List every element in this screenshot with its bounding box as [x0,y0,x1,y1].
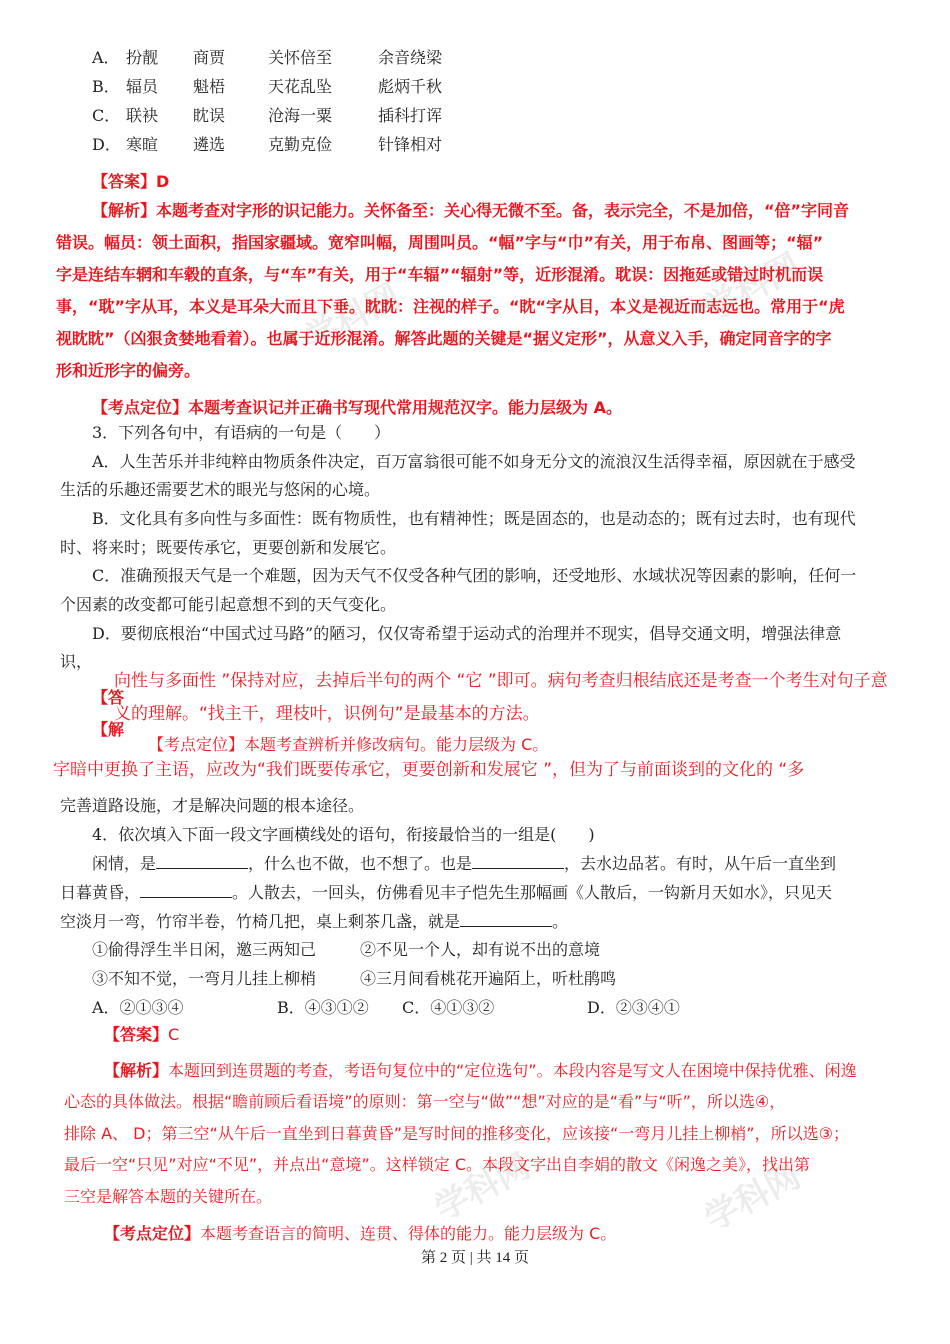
q4-option: C．④①③② [402,998,495,1017]
q3-option-d-end: 完善道路设施，才是解决问题的根本途径。 [60,796,365,815]
q3-stem: 3．下列各句中，有语病的一句是（ ） [92,423,391,442]
q3-answer-stub: 【答 [92,688,125,707]
q2-answer [92,172,169,192]
q3-option-b-cont: 时、将来时；既要传承它，更要创新和发展它。 [60,538,397,557]
option-label: C． [92,106,121,125]
answer-value: C [168,1025,180,1044]
option-item: 插科打诨 [378,106,443,125]
q4-option: A．②①③④ [92,998,184,1017]
q4-option: D．②③④① [587,998,680,1017]
watermark: 学科网 [698,245,808,330]
analysis-line: 形和近形字的偏旁。 [56,361,201,380]
q3-option-d-cont: 识， [60,652,93,671]
q3-analysis-overlap-line: 向性与多面性 ”保持对应，去掉后半句的两个 “它 ”即可。病句考查归根结底还是考查一个考生对句子意 [114,671,888,691]
option-item: 扮靓 [126,48,159,67]
page-footer: 第 2 页 | 共 14 页 [420,1250,529,1266]
passage-text: 空淡月一弯，竹帘半卷，竹椅几把，桌上剩茶几盏，就是 [60,912,461,931]
choice-item: ①偷得浮生半日闲，邀三两知己 [92,940,317,959]
q4-stem: 4．依次填入下面一段文字画横线处的语句，衔接最恰当的一组是( ) [92,825,595,844]
q3-option-b: B．文化具有多向性与多面性：既有物质性，也有精神性；既是固态的，也是动态的；既有过去时，也有现代 [92,509,856,528]
option-item: 天花乱坠 [268,77,333,96]
option-label: A． [92,48,120,67]
kaodian-tag: 【考点定位】 [92,398,189,417]
fill-blank[interactable] [156,854,248,869]
analysis-text: 本题回到连贯题的考查，考语句复位中的“定位选句”。本段内容是写文人在困境中保持优雅、闲逸 [168,1061,857,1080]
q3-kaodian: 【考点定位】本题考查辨析并修改病句。能力层级为 C。 [148,735,549,754]
option-item: 辐员 [126,77,159,96]
analysis-tag: 【解析】 [92,201,157,220]
analysis-line: 最后一空“只见”对应“不见”，并点出“意境”。这样锁定 C。本段文字出自李娟的散文《闲逸之美》，找出第 [64,1155,810,1174]
kaodian-tag: 【考点定位】 [104,1224,201,1243]
option-item: 联袂 [126,106,159,125]
q4-passage-line [60,883,832,903]
analysis-tag: 【解析】 [104,1061,169,1080]
q3-option-c-cont: 个因素的改变都可能引起意想不到的天气变化。 [60,595,397,614]
analysis-line [104,1061,857,1081]
q2-kaodian [92,398,622,418]
q4-answer [104,1025,179,1045]
option-item: 寒暄 [126,135,159,154]
fill-blank[interactable] [472,854,564,869]
answer-value: D [156,172,170,191]
q4-passage-line [92,854,836,874]
analysis-line: 三空是解答本题的关键所在。 [64,1187,273,1206]
fill-blank[interactable] [460,912,552,927]
q3-option-a: A．人生苦乐并非纯粹由物质条件决定，百万富翁很可能不如身无分文的流浪汉生活得幸福，原因就在于感受 [92,452,856,471]
option-item: 针锋相对 [378,135,443,154]
kaodian-text: 本题考查识记并正确书写现代常用规范汉字。能力层级为 A。 [188,398,622,417]
option-item: 余音绕梁 [378,48,443,67]
analysis-line [92,201,849,221]
q3-option-d: D．要彻底根治“中国式过马路”的陋习，仅仅寄希望于运动式的治理并不现实，倡导交通文明，增强法律意 [92,624,842,643]
option-item: 关怀倍至 [268,48,333,67]
watermark: 学科网 [298,275,408,360]
q3-analysis-overlap-line: 义的理解。“找主干，理枝叶，识例句”是最基本的方法。 [114,704,540,724]
answer-tag: 【答案】 [92,172,157,191]
watermark: 学科网 [428,1145,538,1230]
q4-option: B．④③①② [277,998,369,1017]
passage-text: 。 [552,912,569,931]
q4-kaodian [104,1224,616,1244]
analysis-line: 事，“耽”字从耳，本义是耳朵大而且下垂。眈眈：注视的样子。“眈“字从目，本义是视近而志远也。常用于“虎 [56,297,845,316]
option-item: 眈误 [193,106,226,125]
analysis-line: 字是连结车辋和车毂的直条，与“车”有关，用于“车辐”“辐射”等，近形混淆。耽误：因拖延或错过时机而误 [56,265,824,284]
kaodian-text: 本题考查语言的简明、连贯、得体的能力。能力层级为 C。 [200,1224,617,1243]
option-label: B． [92,77,120,96]
analysis-line: 错误。幅员：领土面积，指国家疆域。宽窄叫幅，周围叫员。“幅”字与“巾”有关，用于布帛、图画等；“辐” [56,233,824,252]
option-item: 克勤克俭 [268,135,333,154]
option-item: 彪炳千秋 [378,77,443,96]
analysis-line: 视眈眈”（凶狠贪婪地看着）。也属于近形混淆。解答此题的关键是“据义定形”，从意义入手，确定同音字的字 [56,329,832,348]
passage-text: ，去水边品茗。有时，从午后一直坐到 [564,854,837,873]
choice-item: ②不见一个人，却有说不出的意境 [360,940,601,959]
q3-option-c: C．准确预报天气是一个难题，因为天气不仅受各种气团的影响，还受地形、水域状况等因素的影响，任何一 [92,566,857,585]
answer-tag: 【答案】 [104,1025,169,1044]
passage-text: ，什么也不做，也不想了。也是 [248,854,473,873]
watermark: 学科网 [698,1155,808,1240]
option-item: 魁梧 [193,77,226,96]
choice-item: ④三月间看桃花开遍陌上，听杜鹃鸣 [360,969,617,988]
analysis-text: 本题考查对字形的识记能力。关怀备至：关心得无微不至。备，表示完全，不是加倍，“倍”字同音 [156,201,850,220]
q4-passage-line [60,912,568,932]
option-item: 沧海一粟 [268,106,333,125]
option-item: 遴选 [193,135,226,154]
option-item: 商贾 [193,48,226,67]
analysis-line: 心态的具体做法。根据“瞻前顾后看语境”的原则：第一空与“做”“想”对应的是“看”与“听”，所以选④， [64,1092,786,1111]
passage-text: 。人散去，一回头，仿佛看见丰子恺先生那幅画《人散后，一钩新月天如水》，只见天 [232,883,833,902]
q3-analysis-overlap-line: 字暗中更换了主语，应改为“我们既要传承它，更要创新和发展它 ”，但为了与前面谈到的文化的 “多 [53,760,805,780]
passage-text: 闲情，是 [92,854,157,873]
passage-text: 日暮黄昏， [60,883,141,902]
q3-analysis-stub: 【解 [92,720,125,739]
option-label: D． [92,135,121,154]
q3-option-a-cont: 生活的乐趣还需要艺术的眼光与悠闲的心境。 [60,480,381,499]
analysis-line: 排除 A、 D；第三空“从午后一直坐到日暮黄昏”是写时间的推移变化，应该接“一弯月儿挂上柳梢”，所以选③； [64,1124,849,1143]
fill-blank[interactable] [140,883,232,898]
choice-item: ③不知不觉，一弯月儿挂上柳梢 [92,969,317,988]
